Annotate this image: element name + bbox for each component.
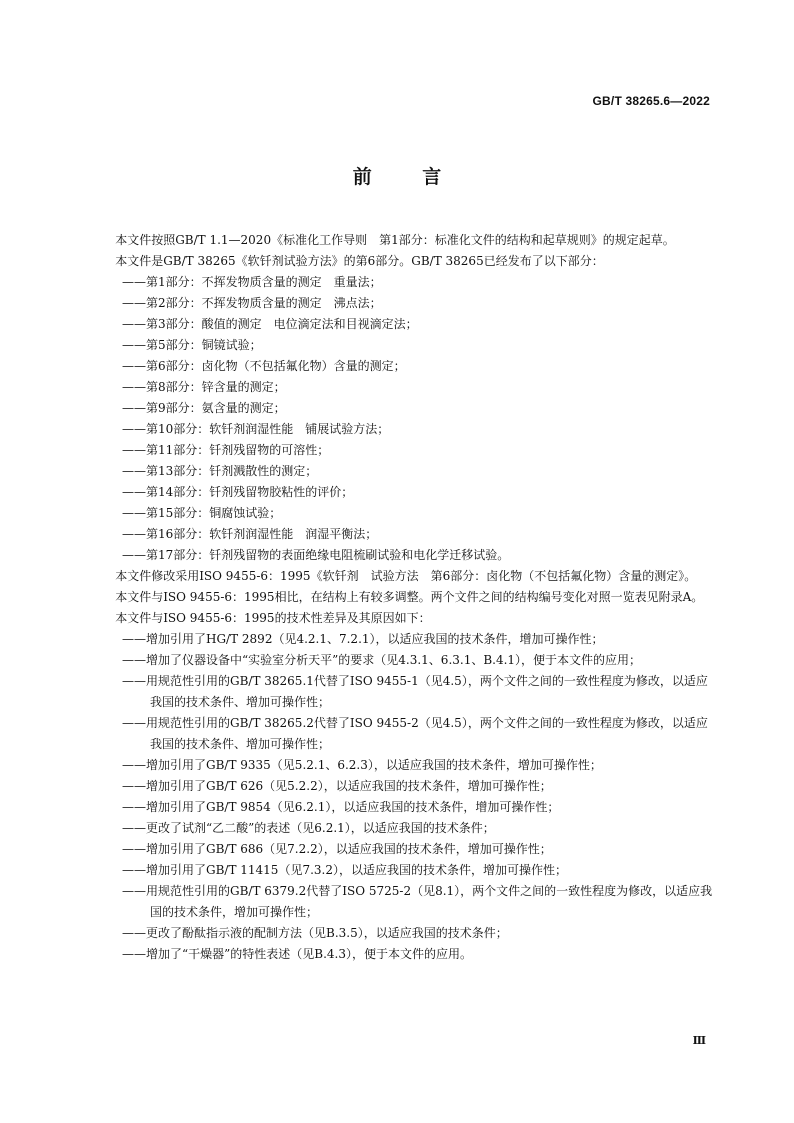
list-item: ——第15部分：铜腐蚀试验；: [122, 506, 282, 520]
list-item: ——增加引用了GB/T 9854（见6.2.1），以适应我国的技术条件，增加可操作性；: [122, 800, 560, 814]
list-item: ——更改了酚酞指示液的配制方法（见B.3.5），以适应我国的技术条件；: [122, 926, 508, 940]
list-item: ——用规范性引用的GB/T 38265.1代替了ISO 9455-1（见4.5），两个文件之间的一致性程度为修改，以适应我国的技术条件、增加可操作性；: [122, 674, 708, 709]
list-item: ——第11部分：钎剂残留物的可溶性；: [122, 443, 330, 457]
list-item: ——第8部分：锌含量的测定；: [122, 380, 286, 394]
list-item: ——第3部分：酸值的测定 电位滴定法和目视滴定法；: [122, 317, 418, 331]
list-item: ——增加引用了GB/T 11415（见7.3.2），以适应我国的技术条件，增加可操作性；: [122, 863, 567, 877]
list-item: ——第9部分：氨含量的测定；: [122, 401, 286, 415]
paragraph-differences-intro: 本文件与ISO 9455-6：1995的技术性差异及其原因如下：: [115, 611, 431, 625]
foreword-body: [84, 230, 714, 965]
list-item: ——用规范性引用的GB/T 38265.2代替了ISO 9455-2（见4.5），两个文件之间的一致性程度为修改，以适应我国的技术条件、增加可操作性；: [122, 716, 708, 751]
page-title: 前 言: [352, 166, 442, 188]
paragraph-series-intro: 本文件是GB/T 38265《软钎剂试验方法》的第6部分。GB/T 38265已经发布了以下部分：: [115, 254, 604, 268]
list-item: ——第17部分：钎剂残留物的表面绝缘电阻梳刷试验和电化学迁移试验。: [122, 548, 510, 562]
paragraph-iso-adoption: 本文件修改采用ISO 9455-6：1995《软钎剂 试验方法 第6部分：卤化物（不包括氟化物）含量的测定》。: [115, 569, 697, 583]
list-item: ——增加引用了GB/T 9335（见5.2.1、6.2.3），以适应我国的技术条件，增加可操作性；: [122, 758, 602, 772]
list-item: ——用规范性引用的GB/T 6379.2代替了ISO 5725-2（见8.1），两个文件之间的一致性程度为修改，以适应我国的技术条件，增加可操作性；: [122, 884, 713, 919]
list-item: ——第10部分：软钎剂润湿性能 铺展试验方法；: [122, 422, 390, 436]
list-item: ——第16部分：软钎剂润湿性能 润湿平衡法；: [122, 527, 378, 541]
list-item: ——增加了仪器设备中“实验室分析天平”的要求（见4.3.1、6.3.1、B.4.1），便于本文件的应用；: [122, 653, 642, 667]
list-item: ——第6部分：卤化物（不包括氟化物）含量的测定；: [122, 359, 406, 373]
page-number: Ⅲ: [692, 1034, 706, 1047]
list-item: ——第14部分：钎剂残留物胶粘性的评价；: [122, 485, 354, 499]
list-item: ——第1部分：不挥发物质含量的测定 重量法；: [122, 275, 382, 289]
list-item: ——增加引用了HG/T 2892（见4.2.1、7.2.1），以适应我国的技术条件，增加可操作性；: [122, 632, 604, 646]
standard-number: GB/T 38265.6—2022: [592, 94, 710, 108]
list-item: ——第5部分：铜镜试验；: [122, 338, 262, 352]
list-item: ——更改了试剂“乙二酸”的表述（见6.2.1），以适应我国的技术条件；: [122, 821, 495, 835]
list-item: ——增加引用了GB/T 686（见7.2.2），以适应我国的技术条件，增加可操作性；: [122, 842, 552, 856]
list-item: ——增加引用了GB/T 626（见5.2.2），以适应我国的技术条件，增加可操作性；: [122, 779, 552, 793]
list-item: ——第2部分：不挥发物质含量的测定 沸点法；: [122, 296, 382, 310]
paragraph-structure-changes: 本文件与ISO 9455-6：1995相比，在结构上有较多调整。两个文件之间的结构编号变化对照一览表见附录A。: [115, 590, 704, 604]
list-item: ——第13部分：钎剂溅散性的测定；: [122, 464, 318, 478]
paragraph-drafting-rules: 本文件按照GB/T 1.1—2020《标准化工作导则 第1部分：标准化文件的结构和起草规则》的规定起草。: [115, 233, 675, 247]
differences-list: [84, 629, 714, 965]
list-item: ——增加了“干燥器”的特性表述（见B.4.3），便于本文件的应用。: [122, 947, 472, 961]
parts-list: [84, 272, 714, 566]
